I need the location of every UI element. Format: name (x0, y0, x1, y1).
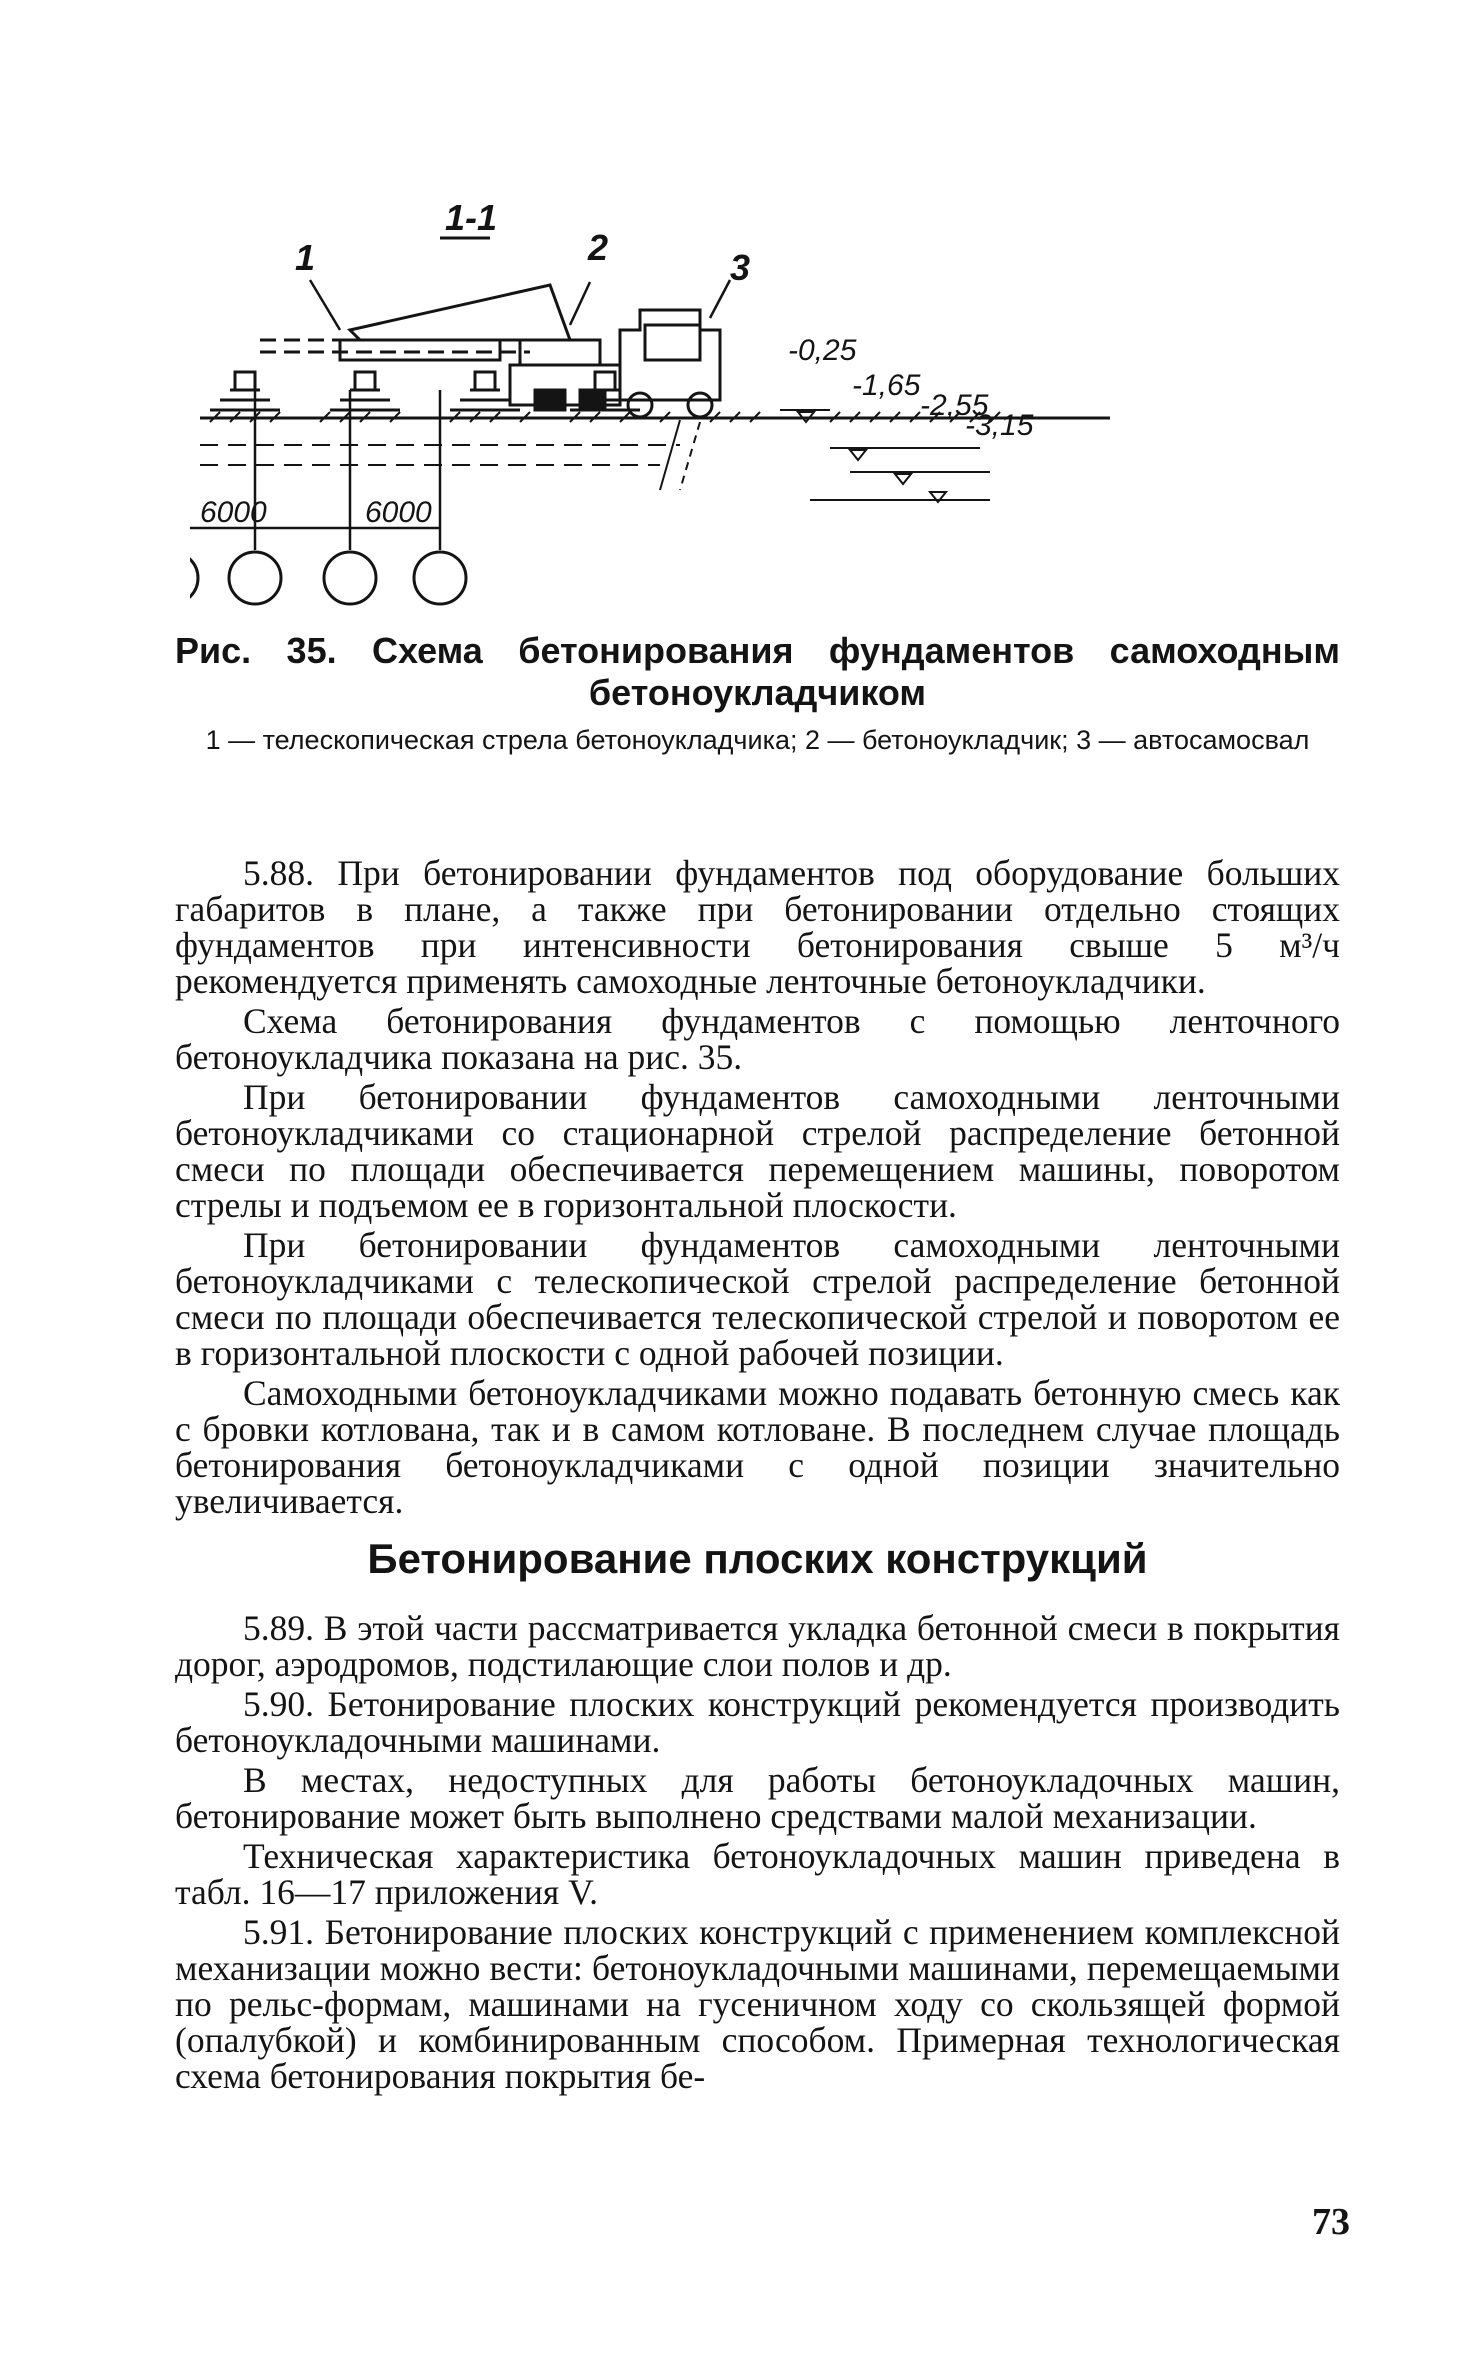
callout-3: 3 (730, 247, 751, 288)
paragraph: Техническая характеристика бетоноукладочных машин приведена в табл. 16—17 приложения V. (175, 1836, 1340, 1912)
dimension-label-1: 6000 (200, 496, 267, 529)
section-text-top (175, 855, 1340, 1523)
figure-concreting-scheme (190, 190, 1340, 630)
section-label: 1-1 (445, 197, 498, 238)
elevation-label-2: -1,65 (852, 369, 921, 402)
elevation-label-1: -0,25 (788, 334, 857, 367)
section-heading: Бетонирование плоских конструкций (367, 1535, 1148, 1582)
paragraph: Самоходными бетоноукладчиками можно подавать бетонную смесь как с бровки котлована, так и в самом котловане. В последнем случае площадь бетонирования бетоноукладчиками с одной позиции значительно увеличивается. (175, 1373, 1340, 1521)
dimension-label-2: 6000 (365, 496, 432, 529)
callout-2: 2 (588, 227, 609, 268)
paragraph: 5.88. При бетонировании фундаментов под оборудование больших габаритов в плане, а также при бетонировании отдельно стоящих фундаментов при интенсивности бетонирования свыше 5 м³/ч рекомендуется применять самоходные ленточные бетоноукладчики. (175, 853, 1340, 1001)
section-text-bottom (175, 1610, 1340, 2098)
paragraph: 5.89. В этой части рассматривается укладка бетонной смеси в покрытия дорог, аэродромов, подстилающие слои полов и др. (175, 1608, 1340, 1684)
paragraph: Схема бетонирования фундаментов с помощью ленточного бетоноукладчика показана на рис. 35. (175, 1001, 1340, 1077)
paragraph: 5.91. Бетонирование плоских конструкций с применением комплексной механизации можно вести: бетоноукладочными машинами, перемещаемыми по рельс-формам, машинами на гусеничном ходу со скользящей формой (опалубкой) и комбинированным способом. Примерная технологическая схема бетонирования покрытия бе- (175, 1912, 1340, 2096)
paragraph: При бетонировании фундаментов самоходными ленточными бетоноукладчиками с телескопической стрелой распределение бетонной смеси по площади обеспечивается телескопической стрелой и поворотом ее в горизонтальной плоскости с одной рабочей позиции. (175, 1225, 1340, 1373)
paragraph: В местах, недоступных для работы бетоноукладочных машин, бетонирование может быть выполнено средствами малой механизации. (175, 1760, 1340, 1836)
callout-1: 1 (295, 237, 316, 278)
paragraph: 5.90. Бетонирование плоских конструкций рекомендуется производить бетоноукладочными машинами. (175, 1684, 1340, 1760)
figure-caption: Рис. 35. Схема бетонирования фундаментов самоходным бетоноукладчиком (175, 630, 1340, 713)
page-number: 73 (1312, 2201, 1350, 2243)
paragraph: При бетонировании фундаментов самоходными ленточными бетоноукладчиками со стационарной стрелой распределение бетонной смеси по площади обеспечивается перемещением машины, поворотом стрелы и подъемом ее в горизонтальной плоскости. (175, 1077, 1340, 1225)
elevation-label-4: -3,15 (965, 409, 1034, 442)
figure-legend: 1 — телескопическая стрела бетоноукладчика; 2 — бетоноукладчик; 3 — автосамосвал (205, 725, 1310, 755)
elevation-label-3: -2,55 (920, 389, 989, 422)
figure-drawing (190, 190, 1340, 630)
